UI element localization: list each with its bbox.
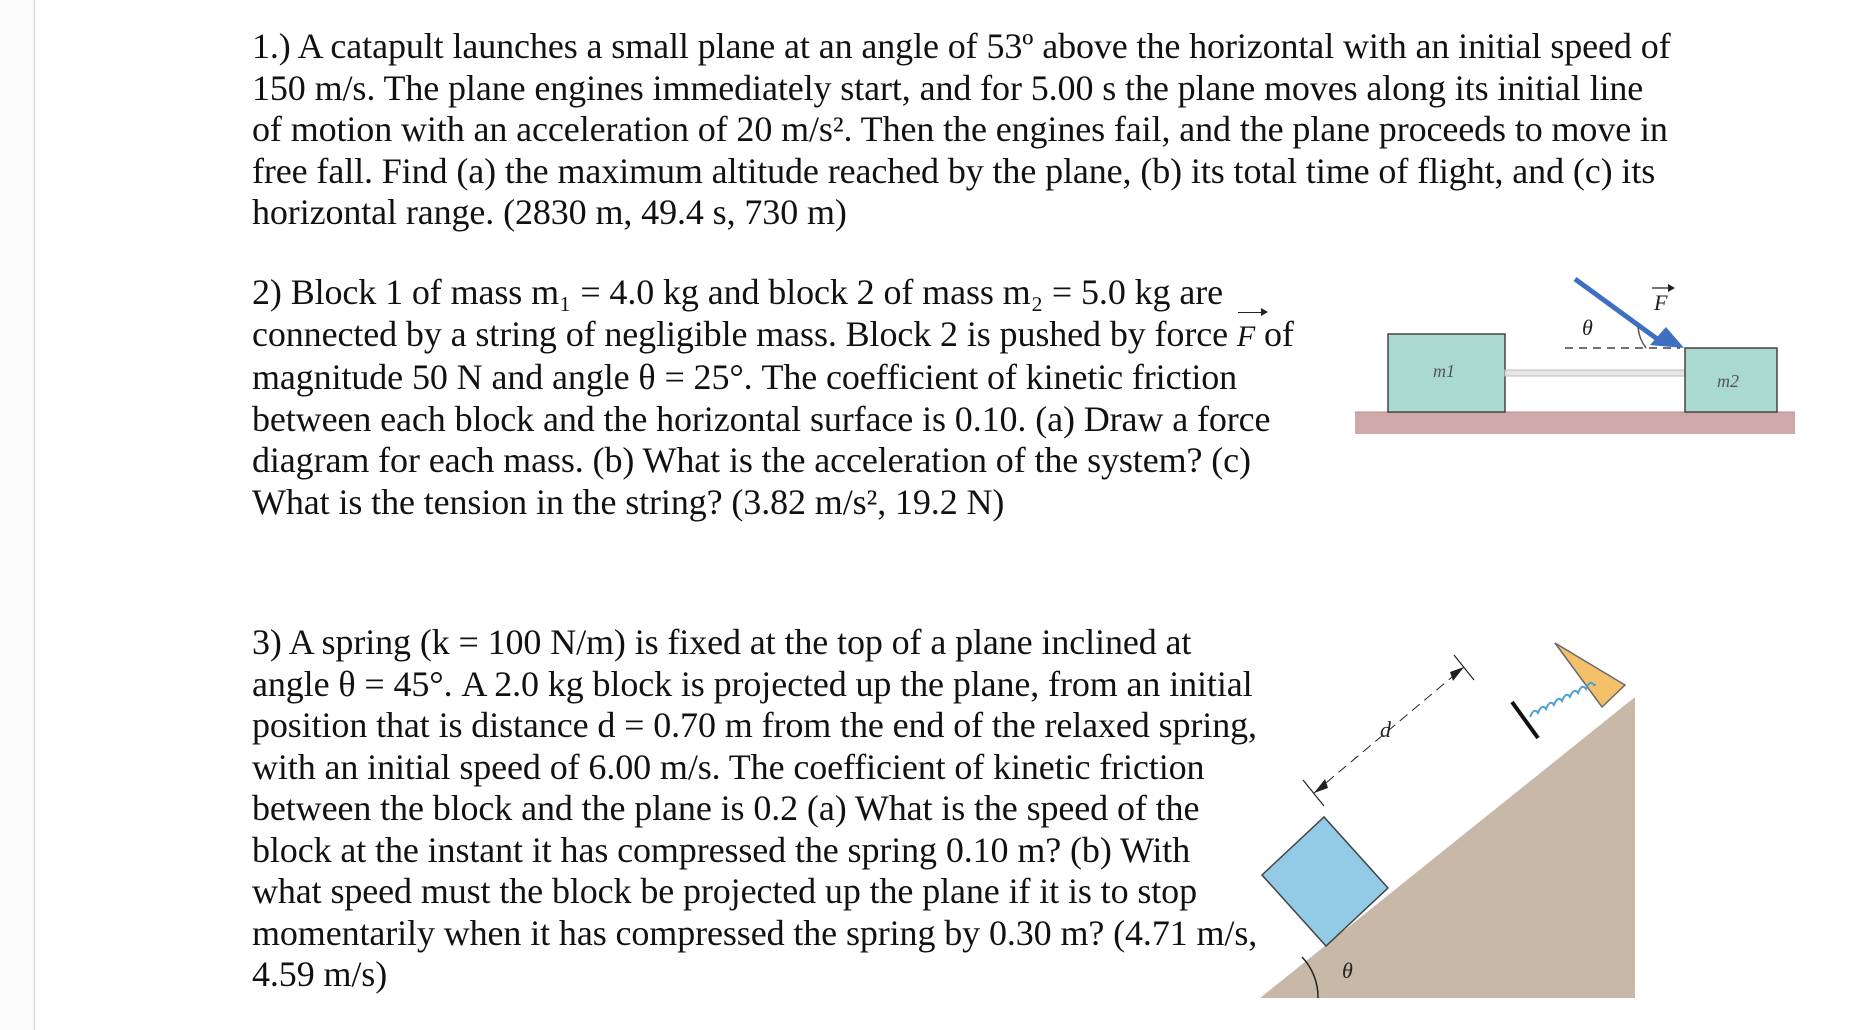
force-vector-symbol: F	[1237, 316, 1255, 358]
problem-3-text: 3) A spring (k = 100 N/m) is fixed at the top of a plane inclined at angle θ = 45°. A 2.0 kg block is projected up the plane, from an initial position that is distance d = 0.70 m from the end of the relaxed spring, with an initial speed of 6.00 m/s. The coefficient of kinetic friction between the block and the plane is 0.2 (a) What is the speed of the block at the instant it has compressed the spring 0.10 m? (b) With what speed must the block be projected up the plane if it is to stop momentarily when it has compressed the spring by 0.30 m? (4.71 m/s, 4.59 m/s)	[252, 622, 1258, 994]
distance-tick-end	[1454, 655, 1474, 680]
problem-1-text: 1.) A catapult launches a small plane at an angle of 53º above the horizontal with an initial speed of 150 m/s. The plane engines immediately start, and for 5.00 s the plane moves along its initial line of motion with an acceleration of 20 m/s². Then the engines fail, and the plane proceeds to move in free fall. Find (a) the maximum altitude reached by the plane, (b) its total time of flight, and (c) its horizontal range. (2830 m, 49.4 s, 730 m)	[252, 26, 1671, 232]
force-label-arrow-head	[1668, 284, 1675, 292]
floor	[1355, 412, 1795, 434]
spring-mount-stop	[1555, 643, 1625, 707]
distance-arrow-end	[1450, 667, 1464, 681]
problem-2-text	[252, 272, 1332, 523]
left-margin-strip	[0, 0, 35, 1030]
problem-2-figure	[1350, 275, 1800, 445]
incline-angle-label: θ	[1342, 958, 1353, 983]
distance-tick-start	[1303, 780, 1324, 806]
distance-d-label: d	[1380, 717, 1391, 742]
spring-coil	[1530, 683, 1596, 717]
force-f-label: F	[1654, 290, 1668, 315]
problem-3-figure	[1250, 625, 1650, 1005]
block-2-label: m2	[1717, 371, 1739, 391]
problem-2-text-after-vector: of magnitude 50 N and angle θ = 25°. The coefficient of kinetic friction between each block and the horizontal surface is 0.10. (a) Draw a force diagram for each mass. (b) What is the acceleration of the system? (c) What is the tension in the string? (3.82 m/s², 19.2 N)	[252, 313, 1294, 522]
problem-2-text-before-vector: 2) Block 1 of mass m₁ = 4.0 kg and block 2 of mass m₂ = 5.0 kg are connected by a string of negligible mass. Block 2 is pushed by force	[252, 272, 1237, 354]
block-1-label: m1	[1433, 361, 1455, 381]
string	[1505, 370, 1685, 376]
problem-1	[252, 26, 1672, 234]
distance-arrow-start	[1314, 779, 1328, 793]
problem-3	[252, 622, 1262, 996]
angle-theta-label: θ	[1582, 315, 1593, 340]
spring-end-plate	[1512, 702, 1538, 738]
